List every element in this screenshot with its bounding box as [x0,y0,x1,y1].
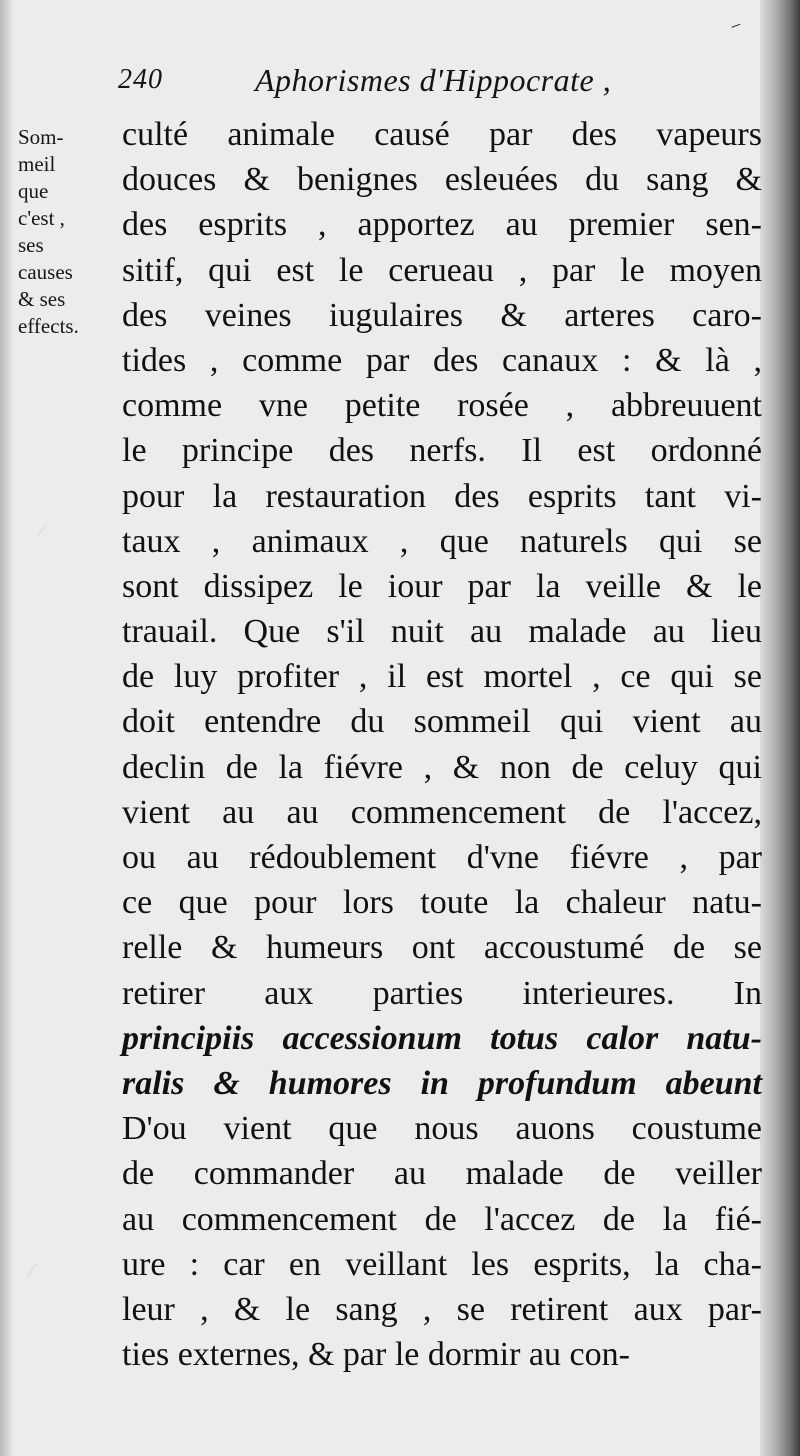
latin-quote-line: ralis & humores in profundum abeunt [122,1064,762,1102]
text-line: au commencement de l'accez de la fié- [122,1200,762,1238]
margin-note-line: meil [18,152,56,176]
text-line: trauail. Que s'il nuit au malade au lieu [122,613,762,651]
margin-note-line: Som- [18,125,64,149]
text-line: vient au au commencement de l'accez, [122,793,762,831]
text-line: sont dissipez le iour par la veille & le [122,567,762,605]
text-line: de commander au malade de veiller [122,1155,762,1193]
text-line: de luy profiter , il est mortel , ce qui se [122,658,762,696]
text-line: retirer aux parties interieures. In [122,974,762,1012]
text-line: leur , & le sang , se retirent aux par- [122,1290,762,1328]
text-line: culté animale causé par des vapeurs [122,116,762,153]
latin-quote-line: principiis accessionum totus calor natu- [122,1019,762,1057]
text-line: douces & benignes esleuées du sang & [122,161,762,199]
body-text [122,112,762,1377]
text-line: tides , comme par des canaux : & là , [122,341,762,379]
margin-note-line: ses [18,233,44,257]
page-gutter-shadow [0,0,14,1456]
page-edge-shadow [760,0,800,1456]
show-through-mark: ∕ [30,1260,34,1282]
margin-note [18,124,118,340]
text-line: ure : car en veillant les esprits, la cha- [122,1245,762,1283]
text-line: comme vne petite rosée , abbreuuent [122,387,762,425]
margin-note-line: que [18,179,49,203]
margin-note-line: c'est , [18,206,65,230]
show-through-mark: ∕ [40,520,44,542]
text-line: D'ou vient que nous auons coustume [122,1110,762,1148]
text-line: ce que pour lors toute la chaleur natu- [122,884,762,922]
running-head: Aphorismes d'Hippocrate , [255,62,612,98]
page-number: 240 [118,64,163,95]
text-line: pour la restauration des esprits tant vi- [122,477,762,515]
text-line: des esprits , apportez au premier sen- [122,206,762,244]
text-line: des veines iugulaires & arteres caro- [122,296,762,334]
text-line: le principe des nerfs. Il est ordonné [122,432,762,470]
margin-note-line: effects. [18,314,79,338]
text-line: taux , animaux , que naturels qui se [122,522,762,560]
text-line: ties externes, & par le dormir au con- [122,1336,630,1374]
text-line: declin de la fiévre , & non de celuy qui [122,748,762,786]
corner-mark: – [727,13,743,35]
margin-note-line: causes [18,260,73,284]
text-line: sitif, qui est le cerueau , par le moyen [122,251,762,289]
text-line: relle & humeurs ont accoustumé de se [122,929,762,967]
text-line: ou au rédoublement d'vne fiévre , par [122,839,762,876]
text-line: doit entendre du sommeil qui vient au [122,703,762,741]
margin-note-line: & ses [18,287,66,311]
